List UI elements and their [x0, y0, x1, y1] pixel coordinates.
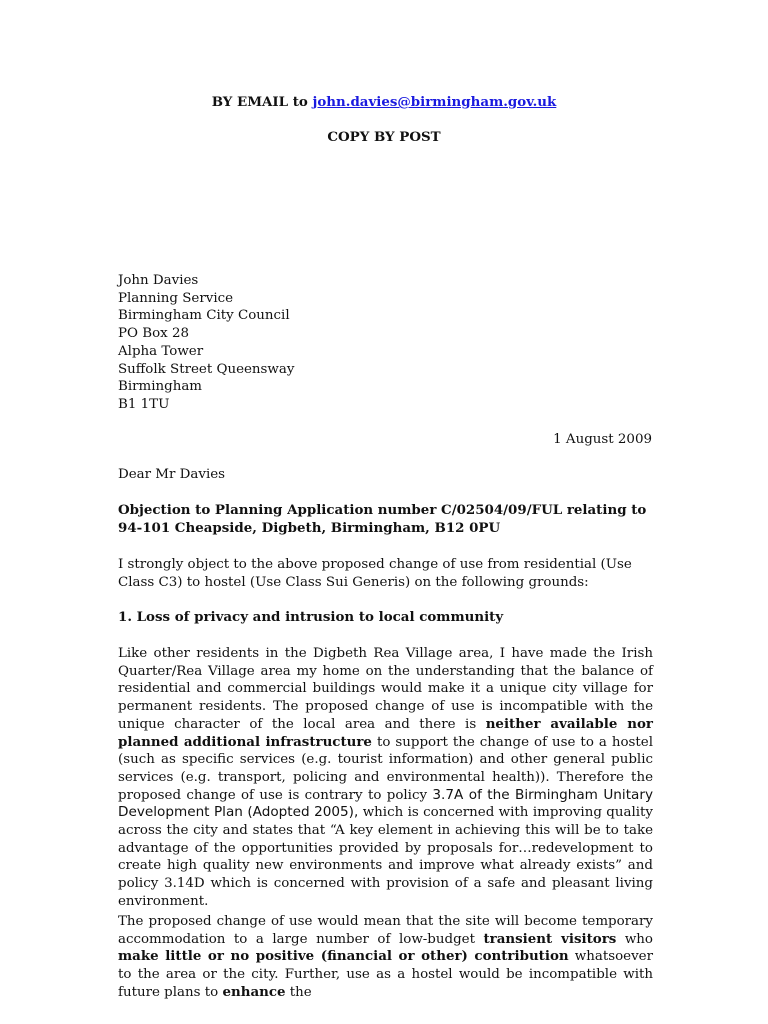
paragraph-text: to support the change of use to a hostel (such as specific services (e.g. tourist information) and other general public services (e.g. transport, policing and environmental health)). Therefore the proposed change of use is contrary to policy: [118, 734, 653, 803]
email-header: [0, 94, 768, 110]
email-prefix: BY EMAIL to: [211, 94, 313, 110]
emphasis-text: enhance: [222, 983, 286, 1000]
address-line: PO Box 28: [118, 326, 189, 342]
address-line: Planning Service: [118, 290, 234, 306]
address-line: Birmingham City Council: [118, 308, 290, 324]
policy-reference: 3.7A of the Birmingham Unitary Development Plan (Adopted 2005),: [118, 786, 653, 821]
emphasis-text: make little or no positive (financial or other) contribution: [118, 948, 569, 965]
paragraph-text: whatsoever to the area or the city. Further, use as a hostel would be incompatible with future plans to: [118, 949, 653, 1000]
section-heading: 1. Loss of privacy and intrusion to local community: [118, 609, 504, 625]
paragraph-text: who: [616, 931, 653, 947]
address-line: Suffolk Street Queensway: [118, 361, 295, 377]
paragraph-text: which is concerned with improving quality across the city and states that “A key element in achieving this will be to take advantage of the opportunities provided by proposals for…redevelopment to create high quality new environments and improve what already exists” and policy 3.14D which is concerned with provision of a safe and pleasant living environment.: [118, 805, 653, 909]
body-paragraph-1: [118, 645, 653, 911]
email-link[interactable]: john.davies@birmingham.gov.uk: [312, 94, 557, 110]
address-line: Alpha Tower: [118, 343, 204, 359]
paragraph-text: the: [285, 984, 312, 1000]
subject-line: Objection to Planning Application number C/02504/09/FUL relating to 94-101 Cheapside, Digbeth, Birmingham, B12 0PU: [118, 502, 647, 536]
paragraph-text: Like other residents in the Digbeth Rea Village area, I have made the Irish Quarter/Rea Village area my home on the understanding that the balance of residential and commercial buildings would make it a unique city village for permanent residents. The proposed change of use is incompatible with the unique character of the local area and there is: [118, 646, 653, 732]
address-line: B1 1TU: [118, 396, 170, 412]
address-line: Birmingham: [118, 379, 203, 395]
salutation: Dear Mr Davies: [118, 467, 226, 482]
paragraph-text: The proposed change of use would mean that the site will become temporary accommodation to a large number of low-budget: [118, 914, 653, 947]
body-paragraph-2: [118, 913, 653, 1002]
recipient-address: [118, 272, 294, 414]
emphasis-text: transient visitors: [483, 930, 617, 947]
emphasis-text: neither available nor planned additional infrastructure: [118, 715, 653, 750]
copy-by-post: COPY BY POST: [327, 129, 441, 145]
address-line: John Davies: [118, 273, 199, 288]
intro-paragraph: I strongly object to the above proposed change of use from residential (Use Class C3) to hostel (Use Class Sui Generis) on the following grounds:: [118, 557, 632, 590]
letter-date: 1 August 2009: [553, 432, 652, 447]
